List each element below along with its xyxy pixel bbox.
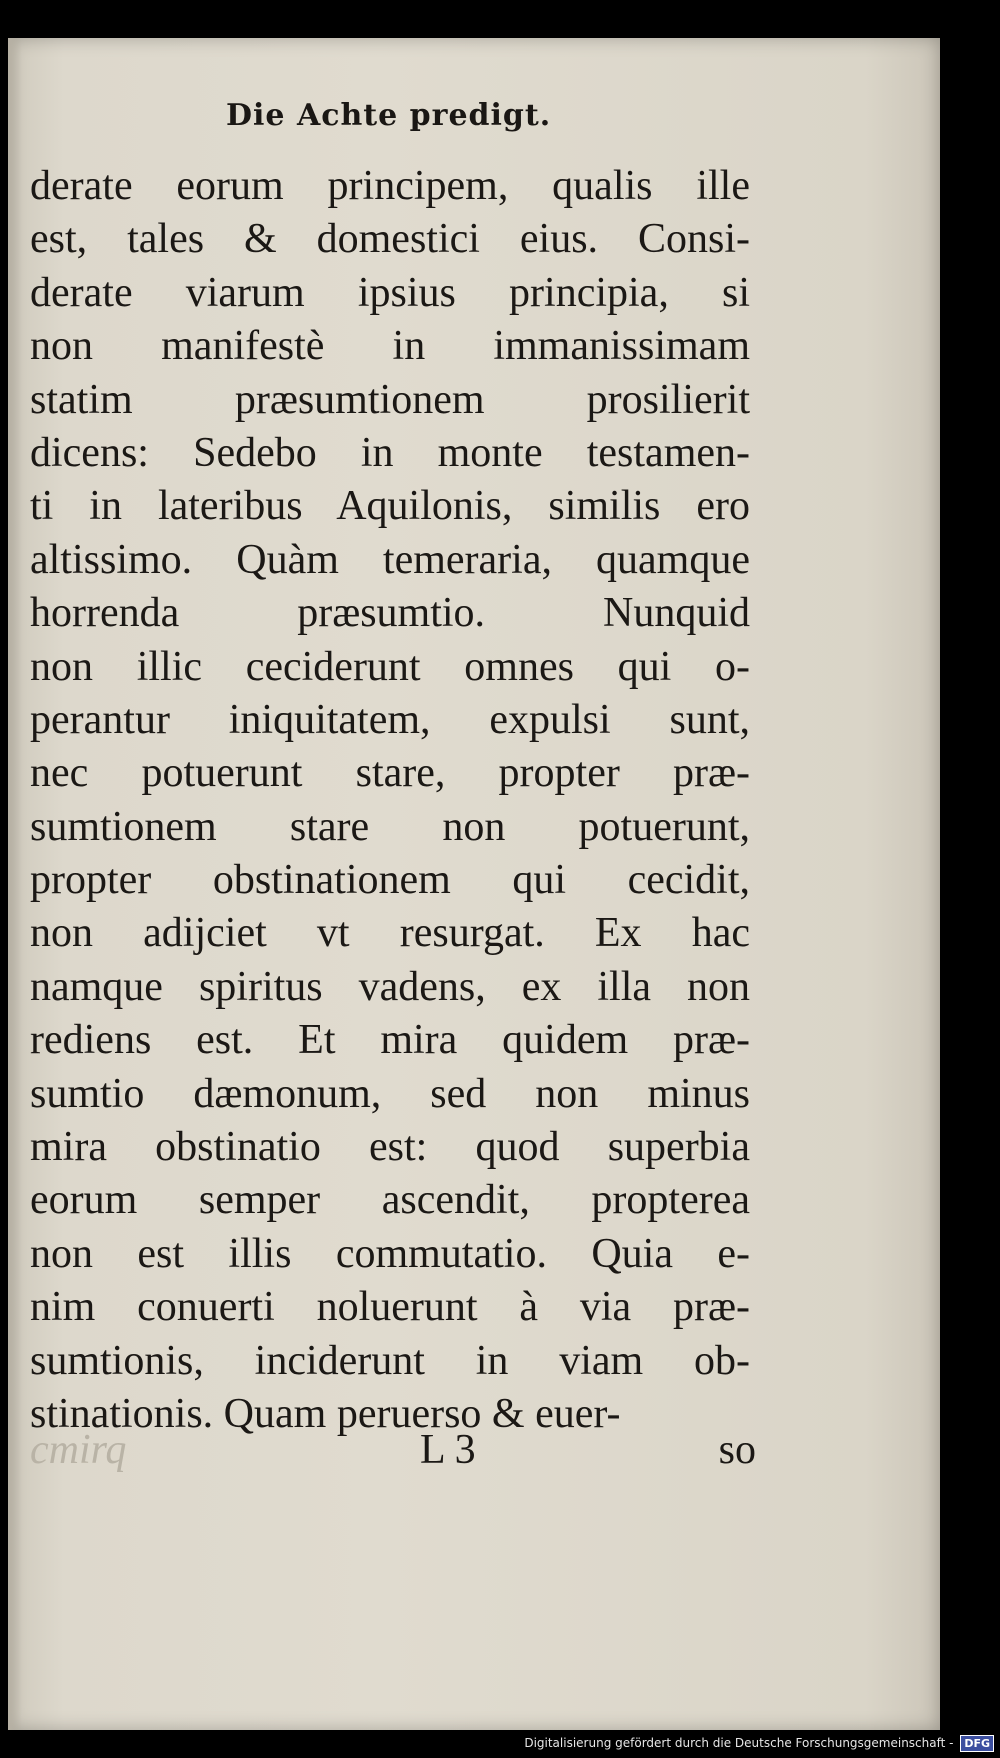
text-line: non manifestè in immanissimam: [30, 323, 750, 370]
text-line: derate viarum ipsius principia, si: [30, 269, 750, 316]
text-line: sumtionem stare non potuerunt,: [30, 803, 750, 850]
page-footer: [30, 1426, 756, 1480]
signature-mark: L 3: [420, 1427, 476, 1473]
text-line: non adijciet vt resurgat. Ex hac: [30, 910, 750, 957]
show-through-text: cmirq: [30, 1427, 127, 1473]
text-line: ti in lateribus Aquilonis, similis ero: [30, 483, 750, 530]
text-line: nec potuerunt stare, propter præ-: [30, 750, 750, 797]
catchword: so: [718, 1427, 756, 1473]
body-text: [30, 160, 750, 1441]
text-line: nim conuerti noluerunt à via præ-: [30, 1284, 750, 1331]
text-line: est, tales & domestici eius. Consi-: [30, 216, 750, 263]
text-line: namque spiritus vadens, ex illa non: [30, 963, 750, 1010]
running-head: Die Achte predigt.: [226, 98, 552, 133]
text-line: perantur iniquitatem, expulsi sunt,: [30, 696, 750, 743]
dfg-logo-icon: DFG: [960, 1735, 994, 1752]
text-line: rediens est. Et mira quidem præ-: [30, 1017, 750, 1064]
text-line: sumtionis, inciderunt in viam ob-: [30, 1337, 750, 1384]
text-line: derate eorum principem, qualis ille: [30, 163, 750, 209]
digitization-credit: [524, 1735, 994, 1752]
text-line: statim præsumtionem prosilierit: [30, 376, 750, 423]
text-line: non est illis commutatio. Quia e-: [30, 1230, 750, 1277]
text-line: altissimo. Quàm temeraria, quamque: [30, 536, 750, 583]
text-line: eorum semper ascendit, propterea: [30, 1177, 750, 1224]
text-line: mira obstinatio est: quod superbia: [30, 1124, 750, 1171]
page-binding-shadow: [8, 38, 22, 1730]
text-line: horrenda præsumtio. Nunquid: [30, 590, 750, 637]
text-line: propter obstinationem qui cecidit,: [30, 857, 750, 904]
text-line: sumtio dæmonum, sed non minus: [30, 1070, 750, 1117]
text-line: dicens: Sedebo in monte testamen-: [30, 429, 750, 476]
text-line: non illic ceciderunt omnes qui o-: [30, 643, 750, 690]
text-line: stinationis. Quam peruerso & euer-: [30, 1390, 621, 1437]
credit-text: Digitalisierung gefördert durch die Deutsche Forschungsgemeinschaft -: [524, 1736, 954, 1750]
